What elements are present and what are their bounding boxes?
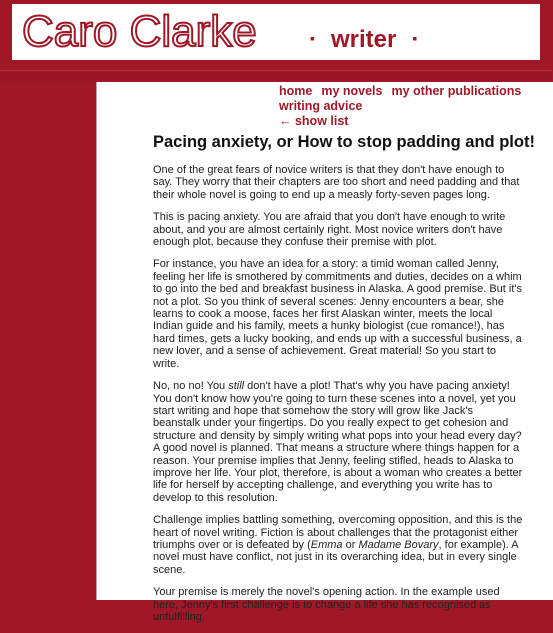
p4-rest: don't have a plot! That's why you have pacing anxiety! You don't know how you're going to turn these scenes into a novel, yet you start writing and hope that somehow the story will grow like Jack's beanstalk under your fingertips. Do you really expect to get cohesion and structure and density by simply writing what pops into your head every day? A good novel is planned. That means a structure where things happen for a reason. Your premise implies that Jenny, feeling stifled, heads to Alaska to improve her life. Your plot, therefore, is about a woman who creates a better life for herself by accepting challenge, and everything you write has to develop to this resolution. bbox=[153, 380, 523, 504]
article-title: Pacing anxiety, or How to stop padding and plot! bbox=[153, 133, 535, 151]
paragraph-4 bbox=[153, 380, 523, 504]
site-tagline bbox=[310, 24, 417, 54]
tagline-text: writer bbox=[330, 26, 397, 53]
site-logo[interactable]: Caro Clarke bbox=[22, 7, 257, 56]
bullet-right-icon: ▪ bbox=[412, 30, 418, 46]
site-header bbox=[12, 4, 540, 60]
nav-writing-advice-link[interactable]: writing advice bbox=[279, 99, 363, 113]
p4-start: No, no no! You bbox=[153, 380, 229, 393]
p5-emma: Emma bbox=[310, 538, 343, 551]
nav-other-publications-link[interactable]: my other publications bbox=[391, 84, 522, 98]
p5-bovary: Madame Bovary bbox=[358, 538, 439, 551]
article-body bbox=[153, 164, 523, 633]
paragraph-1: One of the great fears of novice writers is that they don't have enough to say. They worry that their chapters are too short and need padding and that their whole novel is going to end up a measly forty-seven pages long. bbox=[153, 164, 520, 201]
paragraph-3: For instance, you have an idea for a story: a timid woman called Jenny, feeling her life is smothered by commitments and duties, decides on a whim to go into the bed and breakfast business in Alaska. A good premise. But it's not a plot. So you think of several scenes: Jenny encounters a bear, she learns to cook a moose, faces her first Alaskan winter, meets the local Indian guide and his family, meets a hunky biologist (cue romance!), has hard times, gets a lucky booking, and ends up with a successful business, a new lover, and a sense of achievement. Great material! So you start to write. bbox=[153, 258, 522, 370]
paragraph-6: Your premise is merely the novel's opening action. In the example used here, Jenny's first challenge is to change a life she has recognised as unfulfilling. bbox=[153, 586, 500, 623]
nav-my-novels-link[interactable]: my novels bbox=[321, 84, 383, 98]
nav-home-link[interactable]: home bbox=[279, 84, 313, 98]
bullet-left-icon: ▪ bbox=[310, 30, 315, 46]
p4-emphasis: still bbox=[228, 380, 245, 393]
paragraph-5 bbox=[153, 514, 523, 576]
content-area bbox=[96, 82, 553, 623]
p5-or: or bbox=[342, 538, 359, 551]
top-nav bbox=[279, 84, 549, 129]
p5-rest: , for example). A novel must have conflict, not just in its overarching idea, but in every single scene. bbox=[153, 538, 519, 576]
paragraph-2: This is pacing anxiety. You are afraid that you don't have enough to write about, and you are almost certainly right. Most novice writers don't have enough plot, because they confuse their premise with plot. bbox=[153, 211, 506, 249]
p5-start: Challenge implies battling something, overcoming opposition, and this is the heart of novel writing. Fiction is about challenges that the protagonist either triumphs over or is defeated by ( bbox=[153, 514, 523, 551]
show-list-link[interactable]: ← show list bbox=[279, 114, 349, 128]
header-stripe bbox=[0, 70, 552, 81]
header-band bbox=[0, 60, 552, 70]
